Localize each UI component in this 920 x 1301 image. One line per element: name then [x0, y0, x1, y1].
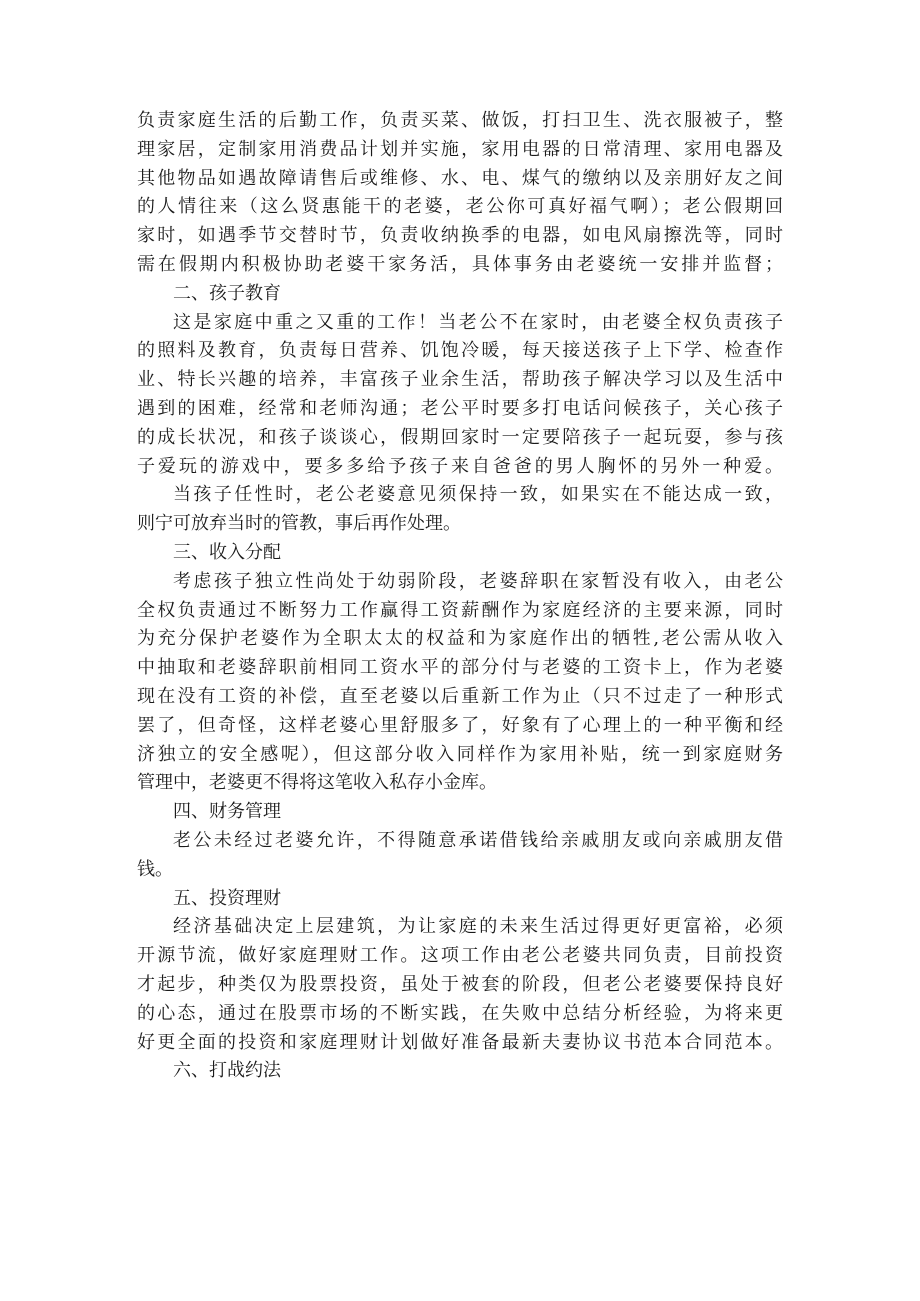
text-line: 老公未经过老婆允许，不得随意承诺借钱给亲戚朋友或向亲戚朋友借: [173, 829, 783, 851]
section-heading-income: 三、收入分配: [173, 541, 281, 563]
text-line: 遇到的困难，经常和老师沟通；老公平时要多打电话问候孩子，关心孩子: [137, 397, 783, 419]
section-heading-investment: 五、投资理财: [173, 887, 281, 909]
text-line: 负责家庭生活的后勤工作，负责买菜、做饭，打扫卫生、洗衣服被子，整: [137, 110, 783, 131]
text-line: 考虑孩子独立性尚处于幼弱阶段，老婆辞职在家暂没有收入，由老公: [173, 570, 783, 592]
document-page: [137, 107, 783, 1086]
text-line: 这是家庭中重之又重的工作！当老公不在家时，由老婆全权负责孩子: [173, 311, 783, 333]
text-line: 子爱玩的游戏中，要多多给予孩子来自爸爸的男人胸怀的另外一种爱。: [137, 455, 783, 477]
text-line: 才起步，种类仅为股票投资，虽处于被套的阶段，但老公老婆要保持良好: [137, 973, 783, 995]
text-line: 理家居，定制家用消费品计划并实施，家用电器的日常清理、家用电器及: [137, 138, 783, 160]
section-heading-dispute-rules: 六、打战约法: [173, 1060, 281, 1082]
paragraph-child-education: [137, 309, 783, 482]
text-line: 现在没有工资的补偿，直至老婆以后重新工作为止（只不过走了一种形式: [137, 685, 783, 707]
text-line: 济独立的安全感呢），但这部分收入同样作为家用补贴，统一到家庭财务: [137, 743, 783, 765]
text-line: 当孩子任性时，老公老婆意见须保持一致，如果实在不能达成一致，: [173, 484, 783, 506]
section-heading-child-education: 二、孩子教育: [173, 282, 281, 304]
text-line: 管理中，老婆更不得将这笔收入私存小金库。: [137, 772, 497, 794]
paragraph-finance: [137, 827, 783, 885]
paragraph-investment: [137, 913, 783, 1057]
section-heading-finance: 四、财务管理: [173, 801, 281, 823]
text-line: 的成长状况，和孩子谈谈心，假期回家时一定要陪孩子一起玩耍，参与孩: [137, 426, 783, 448]
text-line: 则宁可放弃当时的管教，事后再作处理。: [137, 513, 461, 535]
text-line: 的照料及教育，负责每日营养、饥饱冷暖，每天接送孩子上下学、检查作: [137, 340, 783, 362]
text-line: 业、特长兴趣的培养，丰富孩子业余生活，帮助孩子解决学习以及生活中: [137, 369, 783, 391]
text-line: 罢了，但奇怪，这样老婆心里舒服多了，好象有了心理上的一种平衡和经: [137, 714, 783, 736]
text-line: 开源节流，做好家庭理财工作。这项工作由老公老婆共同负责，目前投资: [137, 945, 783, 967]
text-line: 的心态，通过在股票市场的不断实践，在失败中总结分析经验，为将来更: [137, 1002, 783, 1024]
text-line: 为充分保护老婆作为全职太太的权益和为家庭作出的牺牲,老公需从收入: [137, 628, 783, 650]
text-line: 好更全面的投资和家庭理财计划做好准备最新夫妻协议书范本合同范本。: [137, 1031, 783, 1053]
text-line: 的人情往来（这么贤惠能干的老婆，老公你可真好福气啊）；老公假期回: [137, 196, 783, 218]
text-line: 钱。: [137, 858, 173, 880]
text-line: 全权负责通过不断努力工作赢得工资薪酬作为家庭经济的主要来源，同时: [137, 599, 783, 621]
text-line: 经济基础决定上层建筑，为让家庭的未来生活过得更好更富裕，必须: [173, 916, 783, 938]
text-line: 中抽取和老婆辞职前相同工资水平的部分付与老婆的工资卡上，作为老婆: [137, 657, 783, 679]
text-line: 其他物品如遇故障请售后或维修、水、电、煤气的缴纳以及亲朋好友之间: [137, 167, 783, 189]
text-line: 需在假期内积极协助老婆干家务活，具体事务由老婆统一安排并监督；: [137, 253, 783, 275]
paragraph-child-discipline: [137, 481, 783, 539]
paragraph-income: [137, 568, 783, 798]
text-line: 家时，如遇季节交替时节，负责收纳换季的电器，如电风扇擦洗等，同时: [137, 225, 783, 247]
paragraph-household: [137, 107, 783, 280]
